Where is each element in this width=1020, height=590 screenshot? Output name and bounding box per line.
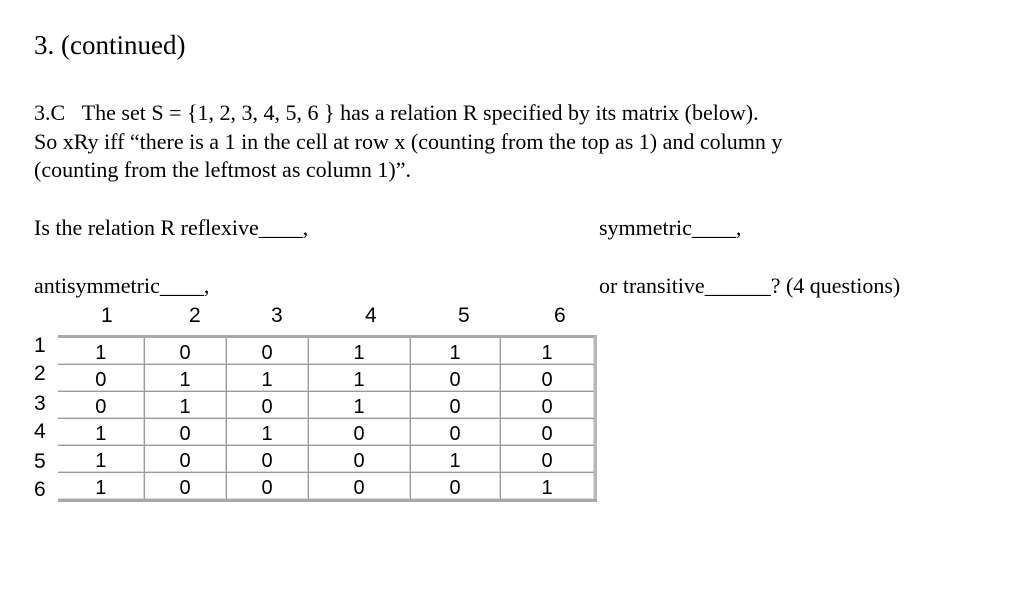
matrix-cell: 1 xyxy=(58,446,144,473)
problem-text-1: The set S = {1, 2, 3, 4, 5, 6 } has a relation R specified by its matrix (below). xyxy=(81,100,759,125)
matrix-cell: 1 xyxy=(410,446,500,473)
question-antisymmetric: antisymmetric____, xyxy=(34,273,210,298)
matrix-cell: 1 xyxy=(144,392,226,419)
row-label-6: 6 xyxy=(34,478,46,501)
matrix-row xyxy=(58,392,595,419)
row-label-3: 3 xyxy=(34,392,46,415)
matrix-cell: 0 xyxy=(144,419,226,446)
matrix-cell: 0 xyxy=(226,392,308,419)
matrix-cell: 1 xyxy=(500,473,595,501)
column-label-6: 6 xyxy=(554,304,566,327)
matrix-cell: 0 xyxy=(308,473,410,501)
matrix-row xyxy=(58,473,595,501)
matrix-cell: 0 xyxy=(144,337,226,365)
matrix-cell: 0 xyxy=(226,337,308,365)
matrix-cell: 0 xyxy=(410,392,500,419)
matrix-cell: 0 xyxy=(226,473,308,501)
matrix-cell: 1 xyxy=(308,337,410,365)
row-label-4: 4 xyxy=(34,420,46,443)
matrix-cell: 0 xyxy=(500,419,595,446)
problem-line-3: (counting from the leftmost as column 1)”. xyxy=(34,157,411,182)
row-label-1: 1 xyxy=(34,334,46,357)
matrix-cell: 0 xyxy=(410,419,500,446)
row-label-5: 5 xyxy=(34,450,46,473)
matrix-cell: 0 xyxy=(144,473,226,501)
matrix-cell: 1 xyxy=(500,337,595,365)
problem-label: 3.C xyxy=(34,100,66,125)
matrix-cell: 0 xyxy=(500,446,595,473)
problem-line-2: So xRy iff “there is a 1 in the cell at row x (counting from the top as 1) and column y xyxy=(34,128,783,154)
problem-statement xyxy=(34,99,782,185)
matrix-cell: 1 xyxy=(410,337,500,365)
matrix-cell: 1 xyxy=(226,419,308,446)
matrix-cell: 0 xyxy=(500,392,595,419)
matrix-row xyxy=(58,365,595,392)
page-heading: 3. (continued) xyxy=(34,30,186,60)
matrix-cell: 1 xyxy=(58,419,144,446)
column-label-3: 3 xyxy=(271,304,283,327)
matrix-cell: 0 xyxy=(410,473,500,501)
question-transitive: or transitive______? (4 questions) xyxy=(599,273,901,298)
problem-line-1 xyxy=(34,99,782,128)
question-reflexive: Is the relation R reflexive____, xyxy=(34,215,309,240)
matrix-cell: 0 xyxy=(226,446,308,473)
matrix-cell: 0 xyxy=(58,392,144,419)
matrix-cell: 0 xyxy=(308,419,410,446)
matrix-cell: 1 xyxy=(308,365,410,392)
matrix-cell: 1 xyxy=(226,365,308,392)
column-label-5: 5 xyxy=(458,304,470,327)
matrix-cell: 1 xyxy=(58,337,144,365)
question-symmetric: symmetric____, xyxy=(599,215,742,240)
matrix-cell: 1 xyxy=(144,365,226,392)
matrix-cell: 0 xyxy=(58,365,144,392)
matrix-row xyxy=(58,446,595,473)
matrix-row xyxy=(58,419,595,446)
matrix-cell: 0 xyxy=(144,446,226,473)
matrix-row xyxy=(58,337,595,365)
matrix-cell: 0 xyxy=(500,365,595,392)
row-label-2: 2 xyxy=(34,362,46,385)
matrix-cell: 0 xyxy=(410,365,500,392)
column-label-4: 4 xyxy=(365,304,377,327)
column-label-2: 2 xyxy=(189,304,201,327)
matrix-cell: 0 xyxy=(308,446,410,473)
matrix-cell: 1 xyxy=(308,392,410,419)
relation-matrix xyxy=(58,335,597,502)
column-label-1: 1 xyxy=(101,304,113,327)
matrix-cell: 1 xyxy=(58,473,144,501)
